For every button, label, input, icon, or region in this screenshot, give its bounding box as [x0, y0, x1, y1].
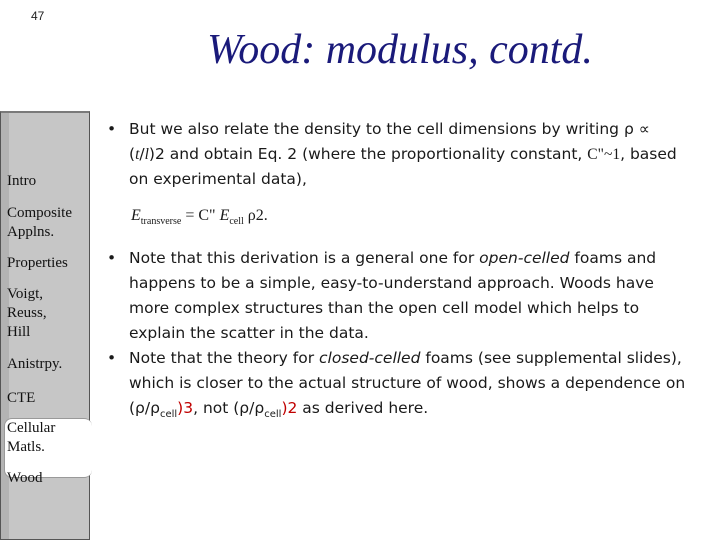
- slide-title: Wood: modulus, contd.: [207, 27, 593, 73]
- bullet-open-cell: [107, 246, 687, 346]
- bullet-text: foams and happens to be a simple, easy-to-understand approach. Woods have more complex structures than the open cell model which helps to explain the scatter in the data.: [129, 249, 657, 343]
- exponent-3: )3: [177, 399, 194, 418]
- subscript-cell: cell: [159, 409, 178, 421]
- variable-t: t: [135, 146, 140, 163]
- sidebar-item-cellular-matls[interactable]: Cellular Matls.: [7, 420, 56, 455]
- bullet-text: ∝ (: [129, 120, 650, 163]
- exponent-2: )2: [281, 399, 298, 418]
- subscript-cell: cell: [264, 409, 282, 421]
- bullet-text: , based on experimental data),: [129, 145, 677, 188]
- bullet-text: Note that this derivation is a general one for: [129, 249, 480, 268]
- bullet-closed-cell: [107, 346, 687, 427]
- rho-symbol: ρ: [623, 120, 634, 138]
- bullet-dot: •: [107, 349, 117, 368]
- sidebar-item-composite-applns[interactable]: Composite Applns.: [7, 205, 73, 240]
- bullet-text: as derived here.: [297, 399, 429, 418]
- bullet-text: )2 and obtain Eq. 2 (where the proportionality constant,: [148, 145, 583, 163]
- bullet-density-relation: [107, 117, 687, 192]
- equation-subscript: transverse: [140, 216, 182, 228]
- sidebar-item-properties[interactable]: Properties: [7, 255, 68, 271]
- bullet-dot: •: [107, 249, 117, 268]
- constant-c: C"~1: [587, 146, 621, 163]
- emphasis-open-celled: open-celled: [479, 249, 570, 268]
- equation-term: E: [131, 207, 141, 224]
- sidebar-item-intro[interactable]: Intro: [7, 173, 37, 189]
- sidebar-item-wood[interactable]: Wood: [7, 470, 43, 486]
- variable-l: l: [144, 146, 149, 163]
- sidebar-item-cte[interactable]: CTE: [7, 390, 36, 406]
- bullet-text: /: [139, 145, 145, 163]
- bullet-text: Note that the theory for: [129, 349, 320, 368]
- equation-2: [131, 203, 687, 234]
- sidebar-item-voigt-reuss-hill[interactable]: Voigt, Reuss, Hill: [7, 286, 47, 340]
- sidebar-nav: [0, 111, 90, 540]
- slide-body: [107, 117, 687, 427]
- bullet-dot: •: [107, 120, 117, 138]
- bullet-text: But we also relate the density to the cell dimensions by writing: [129, 120, 620, 138]
- equation-subscript: cell: [229, 216, 244, 228]
- equation-term: ρ2.: [243, 207, 268, 224]
- slide-number: 47: [31, 9, 45, 23]
- emphasis-closed-celled: closed-celled: [319, 349, 421, 368]
- equation-term: = C": [181, 207, 220, 224]
- bullet-text: , not (ρ/ρ: [193, 399, 265, 418]
- sidebar-item-anistrpy[interactable]: Anistrpy.: [7, 356, 63, 372]
- bullet-text: foams (see supplemental slides), which is closer to the actual structure of wood, shows a dependence on (ρ/ρ: [129, 349, 686, 418]
- equation-term: E: [219, 207, 230, 224]
